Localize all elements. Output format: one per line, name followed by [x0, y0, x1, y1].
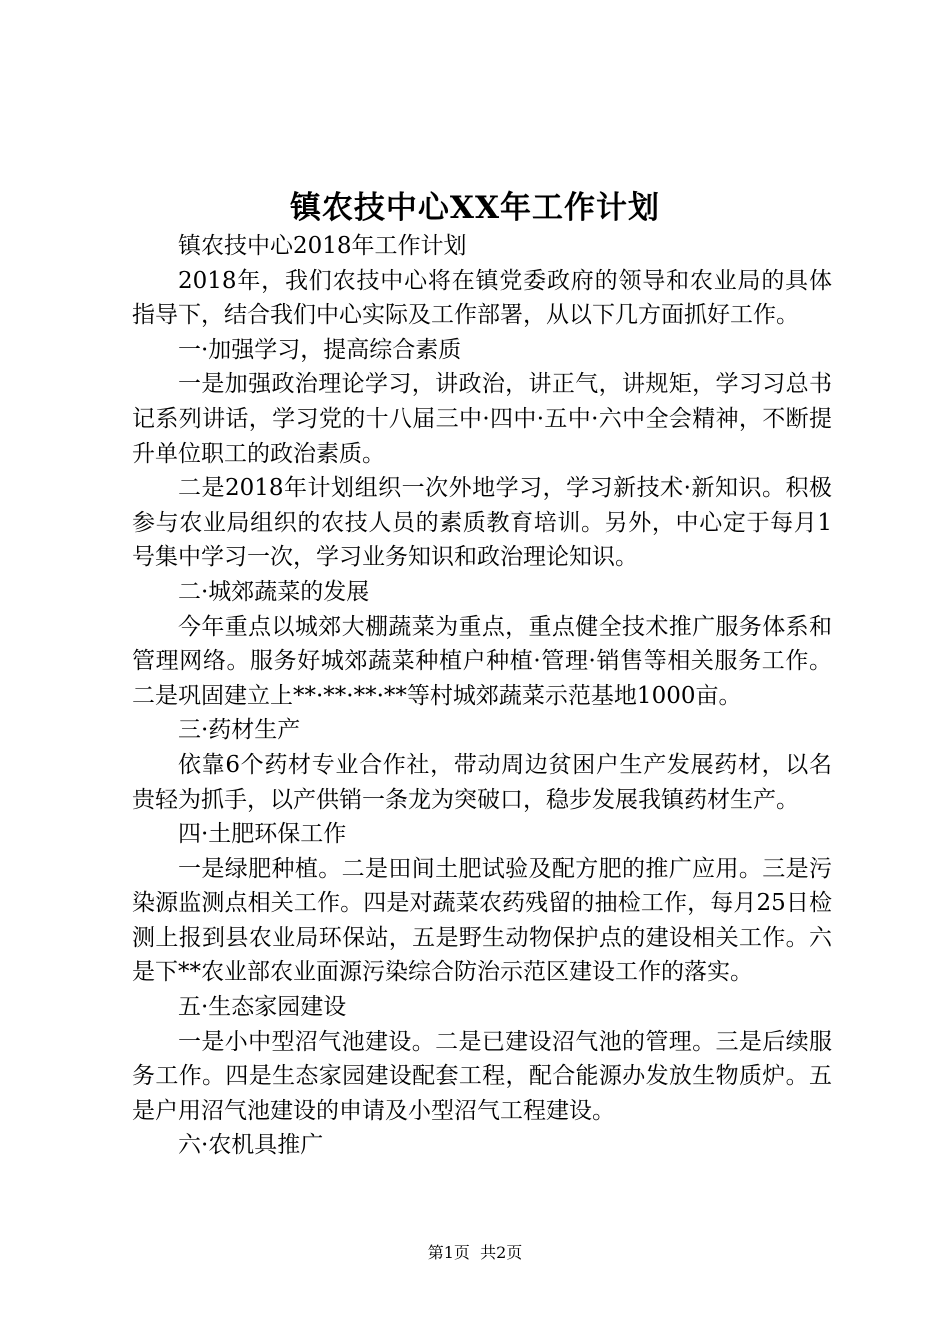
paragraph-study-1: 一是加强政治理论学习，讲政治，讲正气，讲规矩，学习习总书记系列讲话，学习党的十八届三中·四中·五中·六中全会精神，不断提升单位职工的政治素质。 — [132, 371, 832, 467]
section-heading-soil: 四·土肥环保工作 — [178, 821, 347, 848]
section-heading-machinery: 六·农机具推广 — [178, 1132, 324, 1159]
paragraph-intro: 2018年，我们农技中心将在镇党委政府的领导和农业局的具体指导下，结合我们中心实际及工作部署，从以下几方面抓好工作。 — [132, 267, 832, 329]
paragraph-soil: 一是绿肥种植。二是田间土肥试验及配方肥的推广应用。三是污染源监测点相关工作。四是对蔬菜农药残留的抽检工作，每月25日检测上报到县农业局环保站，五是野生动物保护点的建设相关工作。六是下**农业部农业面源污染综合防治示范区建设工作的落实。 — [132, 855, 832, 986]
paragraph-herbs: 依靠6个药材专业合作社，带动周边贫困户生产发展药材，以名贵轻为抓手，以产供销一条龙为突破口，稳步发展我镇药材生产。 — [132, 751, 832, 813]
section-heading-herbs: 三·药材生产 — [178, 717, 301, 744]
section-heading-vegetables: 二·城郊蔬菜的发展 — [178, 578, 370, 605]
document-body — [132, 229, 832, 1163]
section-heading-eco: 五·生态家园建设 — [178, 994, 347, 1021]
paragraph-subtitle: 镇农技中心2018年工作计划 — [178, 233, 467, 259]
document-title: 镇农技中心XX年工作计划 — [289, 190, 661, 226]
paragraph-study-2: 二是2018年计划组织一次外地学习，学习新技术·新知识。积极参与农业局组织的农技人员的素质教育培训。另外，中心定于每月1号集中学习一次，学习业务知识和政治理论知识。 — [132, 475, 832, 571]
paragraph-eco: 一是小中型沼气池建设。二是已建设沼气池的管理。三是后续服务工作。四是生态家园建设配套工程，配合能源办发放生物质炉。五是户用沼气池建设的申请及小型沼气工程建设。 — [132, 1028, 832, 1124]
page-number-footer: 第1页 共2页 — [427, 1243, 523, 1262]
paragraph-vegetables: 今年重点以城郊大棚蔬菜为重点，重点健全技术推广服务体系和管理网络。服务好城郊蔬菜种植户种植·管理·销售等相关服务工作。二是巩固建立上**·**·**·**等村城郊蔬菜示范基地1000亩。 — [132, 613, 832, 709]
section-heading-study: 一·加强学习，提高综合素质 — [178, 336, 462, 363]
